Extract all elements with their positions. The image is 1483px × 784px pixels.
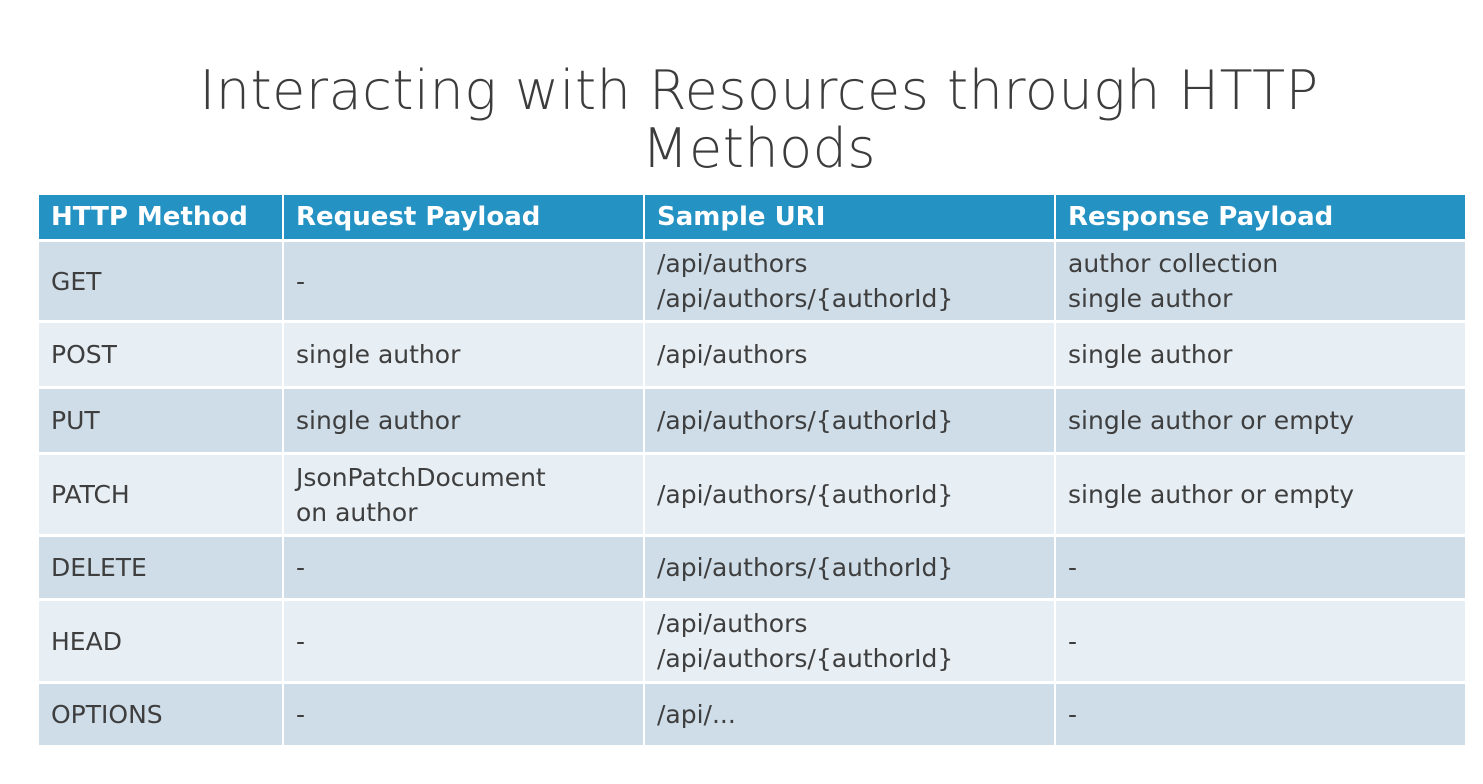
- cell-uri: /api/authors: [644, 322, 1055, 388]
- table-row-options: [39, 683, 1465, 747]
- table-header-row: [39, 195, 1465, 241]
- header-http-method: HTTP Method: [39, 195, 283, 241]
- cell-response: -: [1055, 536, 1465, 600]
- cell-response: author collection single author: [1055, 241, 1465, 322]
- cell-method: PUT: [39, 388, 283, 454]
- cell-uri: /api/authors/{authorId}: [644, 454, 1055, 536]
- cell-uri: /api/authors/{authorId}: [644, 388, 1055, 454]
- cell-uri: /api/authors /api/authors/{authorId}: [644, 600, 1055, 683]
- cell-method: POST: [39, 322, 283, 388]
- cell-response: -: [1055, 600, 1465, 683]
- cell-method: OPTIONS: [39, 683, 283, 747]
- cell-uri: /api/authors /api/authors/{authorId}: [644, 241, 1055, 322]
- cell-response: single author or empty: [1055, 454, 1465, 536]
- cell-request: single author: [283, 322, 644, 388]
- table-row-put: [39, 388, 1465, 454]
- cell-uri: /api/...: [644, 683, 1055, 747]
- cell-response: -: [1055, 683, 1465, 747]
- cell-uri: /api/authors/{authorId}: [644, 536, 1055, 600]
- slide-title: Interacting with Resources through HTTP Methods: [199, 59, 1319, 180]
- cell-request: -: [283, 600, 644, 683]
- table-row-post: [39, 322, 1465, 388]
- header-response-payload: Response Payload: [1055, 195, 1465, 241]
- cell-response: single author or empty: [1055, 388, 1465, 454]
- cell-request: single author: [283, 388, 644, 454]
- cell-method: DELETE: [39, 536, 283, 600]
- table-row-get: [39, 241, 1465, 322]
- header-sample-uri: Sample URI: [644, 195, 1055, 241]
- cell-response: single author: [1055, 322, 1465, 388]
- cell-request: JsonPatchDocument on author: [283, 454, 644, 536]
- cell-request: -: [283, 241, 644, 322]
- cell-request: -: [283, 683, 644, 747]
- cell-method: PATCH: [39, 454, 283, 536]
- table-row-patch: [39, 454, 1465, 536]
- cell-request: -: [283, 536, 644, 600]
- table-row-delete: [39, 536, 1465, 600]
- http-methods-table: [39, 195, 1465, 748]
- header-request-payload: Request Payload: [283, 195, 644, 241]
- table-row-head: [39, 600, 1465, 683]
- cell-method: GET: [39, 241, 283, 322]
- cell-method: HEAD: [39, 600, 283, 683]
